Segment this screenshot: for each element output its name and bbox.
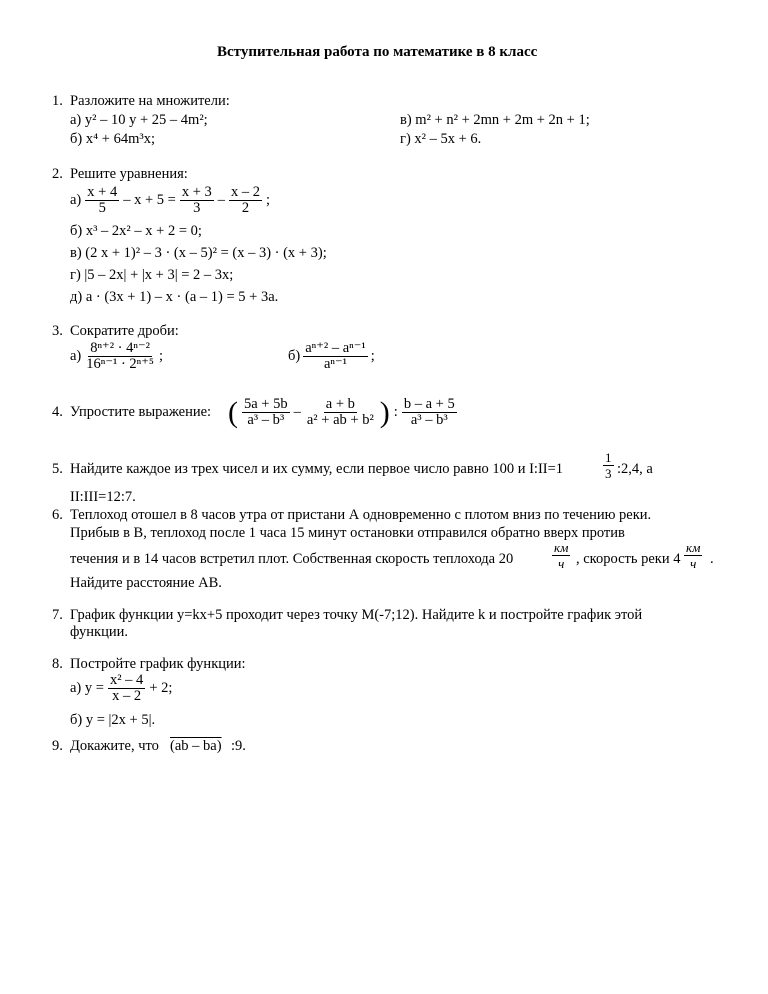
task-1-number: 1. — [52, 93, 63, 109]
task-3-number: 3. — [52, 323, 63, 339]
task-7-number: 7. — [52, 607, 63, 623]
task-9-number: 9. — [52, 738, 63, 754]
task-6-unit-1 — [552, 540, 570, 571]
task-6-line3c: . — [710, 551, 714, 567]
fraction — [242, 397, 290, 428]
task-8-a-prefix: а) y = — [70, 680, 104, 696]
task-3-b-prefix: б) — [288, 348, 301, 364]
fraction — [305, 397, 376, 428]
left-paren: ( — [228, 395, 238, 429]
fraction-denominator: a³ – b³ — [247, 412, 285, 428]
fraction-denominator: 2 — [241, 200, 250, 216]
fraction-numerator: x² – 4 — [109, 672, 144, 688]
task-7-line2: функции. — [70, 624, 128, 640]
task-5-fraction — [603, 450, 614, 481]
task-9-tail: :9. — [231, 738, 246, 754]
fraction — [603, 450, 614, 481]
task-3-a-end: ; — [158, 348, 163, 364]
task-8-text: Постройте график функции: — [70, 656, 246, 672]
fraction-numerator: 1 — [605, 450, 612, 465]
fraction — [552, 540, 570, 571]
task-8-number: 8. — [52, 656, 63, 672]
minus-sign: – — [293, 404, 301, 420]
fraction-numerator: x + 4 — [87, 184, 118, 200]
task-6-line3b: , скорость реки 4 — [576, 551, 681, 567]
task-2-a-minus: – — [217, 192, 225, 208]
task-1-g: г) x² – 5x + 6. — [400, 131, 482, 147]
task-1-text: Разложите на множители: — [70, 93, 230, 109]
fraction — [684, 540, 702, 571]
fraction-denominator: x – 2 — [112, 688, 142, 704]
fraction — [402, 397, 457, 428]
task-2-text: Решите уравнения: — [70, 166, 188, 182]
task-5-number: 5. — [52, 461, 63, 477]
fraction — [85, 185, 119, 216]
task-4-text: Упростите выражение: — [70, 404, 212, 420]
task-5-text: Найдите каждое из трех чисел и их сумму, если первое число равно 100 и I:II=1 — [70, 461, 564, 477]
fraction — [108, 673, 145, 704]
task-6-line2: Прибыв в В, теплоход после 1 часа 15 минут остановки отправился обратно вверх против — [70, 525, 625, 541]
fraction-numerator: a + b — [325, 396, 355, 412]
colon-sign: : — [393, 404, 398, 420]
task-4-number: 4. — [52, 404, 63, 420]
fraction-denominator: a³ – b³ — [410, 412, 448, 428]
fraction — [229, 185, 262, 216]
fraction-numerator: x – 2 — [231, 184, 260, 200]
fraction-denominator: ч — [558, 556, 565, 571]
task-8-b: б) y = |2x + 5|. — [70, 712, 156, 728]
task-3-text: Сократите дроби: — [70, 323, 179, 339]
task-1-v: в) m² + n² + 2mn + 2m + 2n + 1; — [400, 112, 590, 128]
task-8-a-end: + 2; — [149, 680, 173, 696]
page-title: Вступительная работа по математике в 8 класс — [217, 44, 538, 60]
task-5-tail: :2,4, а — [617, 461, 653, 477]
fraction-denominator: aⁿ⁻¹ — [323, 356, 347, 372]
fraction-numerator: 5a + 5b — [244, 396, 288, 412]
task-8-a — [70, 673, 172, 704]
task-2-b: б) x³ – 2x² – x + 2 = 0; — [70, 223, 202, 239]
fraction-numerator: x + 3 — [181, 184, 212, 200]
fraction-denominator: ч — [690, 556, 697, 571]
task-2-a-prefix: а) — [70, 192, 82, 208]
task-4-expression — [228, 397, 457, 428]
task-3-b-end: ; — [370, 348, 375, 364]
task-2-number: 2. — [52, 166, 63, 182]
task-3-b — [288, 341, 375, 372]
fraction-numerator: aⁿ⁺² – aⁿ⁻¹ — [305, 340, 366, 356]
fraction-numerator: b – a + 5 — [403, 396, 455, 412]
task-6-line1: Теплоход отошел в 8 часов утра от пристани А одновременно с плотом вниз по течению реки. — [70, 507, 652, 523]
fraction — [84, 341, 156, 372]
fraction — [303, 341, 368, 372]
fraction-denominator: 3 — [605, 466, 612, 481]
task-2-a — [70, 185, 270, 216]
fraction-denominator: 3 — [193, 200, 201, 216]
fraction-denominator: 5 — [98, 200, 106, 216]
task-6-unit-2 — [684, 540, 702, 571]
task-6-line4: Найдите расстояние АВ. — [70, 575, 222, 591]
task-2-d: д) a · (3x + 1) – x · (a – 1) = 5 + 3a. — [70, 289, 279, 305]
fraction-denominator: a² + ab + b² — [306, 412, 374, 428]
task-2-a-middle: – x + 5 = — [123, 192, 176, 208]
task-5-line2: II:III=12:7. — [70, 489, 136, 505]
task-9-expression: (ab – ba) — [170, 738, 222, 754]
task-6-number: 6. — [52, 507, 63, 523]
task-6-line3a: течения и в 14 часов встретил плот. Собственная скорость теплохода 20 — [70, 551, 514, 567]
task-2-a-end: ; — [266, 192, 271, 208]
task-3-a-prefix: а) — [70, 348, 82, 364]
fraction-numerator: 8ⁿ⁺² · 4ⁿ⁻² — [90, 340, 150, 356]
task-3-a — [70, 341, 163, 372]
task-1-b: б) x⁴ + 64m³x; — [70, 131, 155, 147]
task-2-g: г) |5 – 2x| + |x + 3| = 2 – 3x; — [70, 267, 234, 283]
task-9-text: Докажите, что — [70, 738, 159, 754]
fraction-numerator: км — [686, 540, 701, 555]
task-7-line1: График функции y=kx+5 проходит через точку M(-7;12). Найдите k и постройте график этой — [70, 607, 643, 623]
task-1-a: а) y² – 10 y + 25 – 4m²; — [70, 112, 208, 128]
right-paren: ) — [379, 395, 390, 429]
fraction — [180, 185, 214, 216]
task-2-v: в) (2 x + 1)² – 3 · (x – 5)² = (x – 3) · (x + 3); — [70, 245, 327, 261]
fraction-numerator: км — [554, 540, 569, 555]
fraction-denominator: 16ⁿ⁻¹ · 2ⁿ⁺⁵ — [86, 356, 154, 372]
